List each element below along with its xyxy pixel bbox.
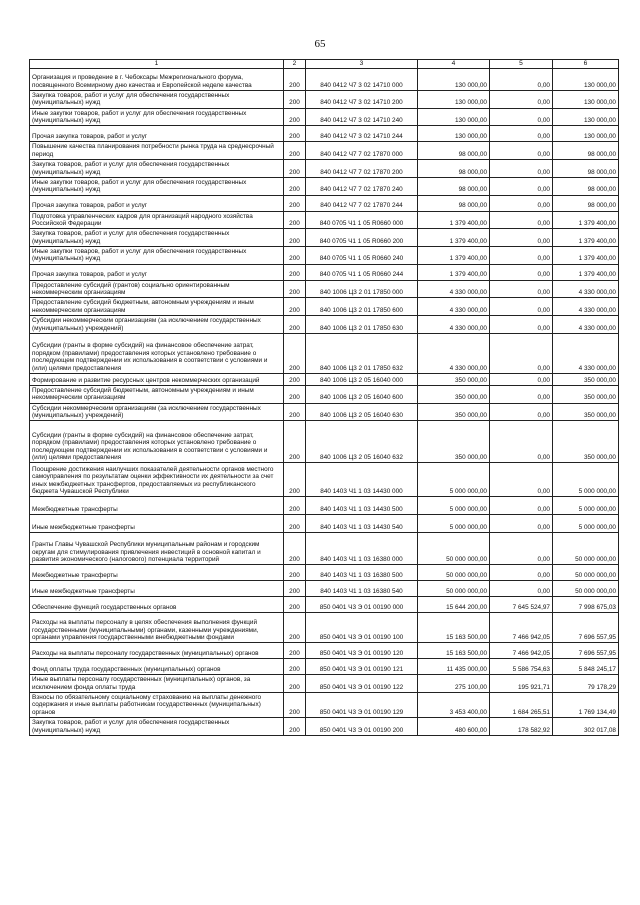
table-row [30,316,619,334]
planned-amount-cell: 480 600,00 [418,718,490,736]
balance-amount-cell: 1 379 400,00 [553,247,619,265]
budget-code-cell: 840 1403 Ч1 1 03 14430 000 [306,463,418,497]
table-row [30,373,619,385]
column-header: 4 [418,60,490,69]
budget-code-cell: 850 0401 Ч3 Э 01 00190 120 [306,643,418,659]
balance-amount-cell: 98 000,00 [553,195,619,211]
budget-code-cell: 840 0412 Ч7 3 02 14710 000 [306,69,418,91]
balance-amount-cell: 130 000,00 [553,108,619,126]
planned-amount-cell: 1 379 400,00 [418,264,490,280]
table-row [30,142,619,160]
planned-amount-cell: 5 000 000,00 [418,515,490,533]
budget-code-cell: 840 1403 Ч1 1 03 14430 500 [306,497,418,515]
planned-amount-cell: 350 000,00 [418,385,490,403]
column2-cell: 200 [284,298,306,316]
column2-cell: 200 [284,160,306,178]
balance-amount-cell: 130 000,00 [553,69,619,91]
balance-amount-cell: 350 000,00 [553,421,619,463]
executed-amount-cell: 0,00 [490,108,553,126]
budget-code-cell: 850 0401 Ч3 Э 01 00190 000 [306,597,418,613]
balance-amount-cell: 4 330 000,00 [553,298,619,316]
executed-amount-cell: 1 684 265,51 [490,693,553,718]
planned-amount-cell: 130 000,00 [418,126,490,142]
budget-code-cell: 840 0412 Ч7 7 02 17870 240 [306,177,418,195]
column-header: 6 [553,60,619,69]
executed-amount-cell: 195 921,71 [490,675,553,693]
column2-cell: 200 [284,613,306,643]
column2-cell: 200 [284,373,306,385]
executed-amount-cell: 0,00 [490,373,553,385]
column2-cell: 200 [284,533,306,565]
executed-amount-cell: 7 645 524,97 [490,597,553,613]
executed-amount-cell: 0,00 [490,463,553,497]
column2-cell: 200 [284,385,306,403]
budget-code-cell: 840 0412 Ч7 7 02 17870 200 [306,160,418,178]
column2-cell: 200 [284,316,306,334]
table-row [30,91,619,109]
balance-amount-cell: 50 000 000,00 [553,533,619,565]
table-row [30,195,619,211]
table-row [30,421,619,463]
column-header: 2 [284,60,306,69]
column2-cell: 200 [284,247,306,265]
executed-amount-cell: 0,00 [490,91,553,109]
budget-code-cell: 840 1006 Ц3 2 05 16040 632 [306,421,418,463]
planned-amount-cell: 130 000,00 [418,108,490,126]
row-name-cell: Межбюджетные трансферты [30,565,284,581]
planned-amount-cell: 98 000,00 [418,160,490,178]
column2-cell: 200 [284,142,306,160]
column2-cell: 200 [284,229,306,247]
column2-cell: 200 [284,333,306,373]
row-name-cell: Иные закупки товаров, работ и услуг для обеспечения государственных (муниципальных) нужд [30,177,284,195]
row-name-cell: Субсидии некоммерческим организациям (за исключением государственных (муниципальных) учреждений) [30,316,284,334]
planned-amount-cell: 5 000 000,00 [418,497,490,515]
table-row [30,211,619,229]
planned-amount-cell: 1 379 400,00 [418,247,490,265]
executed-amount-cell: 0,00 [490,69,553,91]
budget-code-cell: 840 0705 Ч1 1 05 R0660 200 [306,229,418,247]
executed-amount-cell: 0,00 [490,497,553,515]
row-name-cell: Прочая закупка товаров, работ и услуг [30,264,284,280]
column2-cell: 200 [284,718,306,736]
row-name-cell: Закупка товаров, работ и услуг для обеспечения государственных (муниципальных) нужд [30,229,284,247]
executed-amount-cell: 0,00 [490,403,553,421]
table-row [30,160,619,178]
executed-amount-cell: 0,00 [490,264,553,280]
balance-amount-cell: 7 696 557,95 [553,613,619,643]
table-row [30,177,619,195]
balance-amount-cell: 79 178,29 [553,675,619,693]
table-row [30,659,619,675]
budget-code-cell: 850 0401 Ч3 Э 01 00190 121 [306,659,418,675]
planned-amount-cell: 350 000,00 [418,403,490,421]
column2-cell: 200 [284,264,306,280]
table-row [30,565,619,581]
balance-amount-cell: 1 379 400,00 [553,229,619,247]
column2-cell: 200 [284,403,306,421]
executed-amount-cell: 0,00 [490,533,553,565]
row-name-cell: Субсидии некоммерческим организациям (за исключением государственных (муниципальных) учреждений) [30,403,284,421]
row-name-cell: Формирование и развитие ресурсных центров некоммерческих организаций [30,373,284,385]
balance-amount-cell: 4 330 000,00 [553,280,619,298]
column2-cell: 200 [284,515,306,533]
balance-amount-cell: 7 998 675,03 [553,597,619,613]
balance-amount-cell: 98 000,00 [553,142,619,160]
budget-code-cell: 840 0412 Ч7 7 02 17870 244 [306,195,418,211]
balance-amount-cell: 5 000 000,00 [553,463,619,497]
row-name-cell: Подготовка управленческих кадров для организаций народного хозяйства Российской Федерации [30,211,284,229]
column2-cell: 200 [284,177,306,195]
row-name-cell: Предоставление субсидий бюджетным, автономным учреждениям и иным некоммерческим организациям [30,298,284,316]
column-header: 1 [30,60,284,69]
budget-code-cell: 850 0401 Ч3 Э 01 00190 122 [306,675,418,693]
budget-code-cell: 840 1403 Ч1 1 03 16380 000 [306,533,418,565]
column2-cell: 200 [284,280,306,298]
budget-code-cell: 840 1006 Ц3 2 05 16040 000 [306,373,418,385]
row-name-cell: Иные закупки товаров, работ и услуг для обеспечения государственных (муниципальных) нужд [30,247,284,265]
row-name-cell: Расходы на выплаты персоналу государственных (муниципальных) органов [30,643,284,659]
budget-code-cell: 840 0412 Ч7 3 02 14710 200 [306,91,418,109]
budget-code-cell: 840 1006 Ц3 2 01 17850 600 [306,298,418,316]
planned-amount-cell: 15 644 200,00 [418,597,490,613]
executed-amount-cell: 0,00 [490,581,553,597]
budget-code-cell: 840 1403 Ч1 1 03 14430 540 [306,515,418,533]
balance-amount-cell: 1 769 134,49 [553,693,619,718]
table-row [30,643,619,659]
row-name-cell: Иные межбюджетные трансферты [30,515,284,533]
balance-amount-cell: 50 000 000,00 [553,565,619,581]
balance-amount-cell: 302 017,08 [553,718,619,736]
planned-amount-cell: 130 000,00 [418,69,490,91]
planned-amount-cell: 98 000,00 [418,177,490,195]
budget-code-cell: 840 1006 Ц3 2 01 17850 632 [306,333,418,373]
balance-amount-cell: 5 848 245,17 [553,659,619,675]
budget-table [29,59,619,736]
row-name-cell: Поощрение достижения наилучших показателей деятельности органов местного самоуправления по результатам оценки эффективности их деятельности за счет иных межбюджетных трансфертов, предоставляемых из республиканского бюджета Чувашской Республики [30,463,284,497]
table-row [30,613,619,643]
row-name-cell: Иные закупки товаров, работ и услуг для обеспечения государственных (муниципальных) нужд [30,108,284,126]
planned-amount-cell: 4 330 000,00 [418,333,490,373]
planned-amount-cell: 350 000,00 [418,421,490,463]
row-name-cell: Гранты Главы Чувашской Республики муниципальным районам и городским округам для стимулирования привлечения инвестиций в основной капитал и развития экономического (налогового) потенциала территорий [30,533,284,565]
column2-cell: 200 [284,211,306,229]
balance-amount-cell: 130 000,00 [553,126,619,142]
planned-amount-cell: 275 100,00 [418,675,490,693]
planned-amount-cell: 15 163 500,00 [418,643,490,659]
row-name-cell: Взносы по обязательному социальному страхованию на выплаты денежного содержания и иные выплаты работникам государственных (муниципальных) органов [30,693,284,718]
planned-amount-cell: 50 000 000,00 [418,581,490,597]
table-row [30,280,619,298]
row-name-cell: Закупка товаров, работ и услуг для обеспечения государственных (муниципальных) нужд [30,160,284,178]
executed-amount-cell: 0,00 [490,229,553,247]
planned-amount-cell: 50 000 000,00 [418,565,490,581]
table-row [30,463,619,497]
balance-amount-cell: 350 000,00 [553,403,619,421]
executed-amount-cell: 0,00 [490,333,553,373]
row-name-cell: Предоставление субсидий бюджетным, автономным учреждениям и иным некоммерческим организациям [30,385,284,403]
table-row [30,675,619,693]
column2-cell: 200 [284,463,306,497]
table-row [30,497,619,515]
balance-amount-cell: 130 000,00 [553,91,619,109]
balance-amount-cell: 1 379 400,00 [553,264,619,280]
executed-amount-cell: 0,00 [490,280,553,298]
balance-amount-cell: 98 000,00 [553,177,619,195]
table-row [30,229,619,247]
executed-amount-cell: 0,00 [490,195,553,211]
budget-code-cell: 840 1006 Ц3 2 05 16040 630 [306,403,418,421]
row-name-cell: Организация и проведение в г. Чебоксары Межрегионального форума, посвященного Всемирному дню качества и Европейской неделе качества [30,69,284,91]
row-name-cell: Закупка товаров, работ и услуг для обеспечения государственных (муниципальных) нужд [30,718,284,736]
budget-code-cell: 840 1403 Ч1 1 03 16380 540 [306,581,418,597]
column2-cell: 200 [284,421,306,463]
executed-amount-cell: 0,00 [490,160,553,178]
column-header: 5 [490,60,553,69]
table-row [30,126,619,142]
budget-code-cell: 840 0705 Ч1 1 05 R0660 000 [306,211,418,229]
column2-cell: 200 [284,675,306,693]
budget-code-cell: 850 0401 Ч3 Э 01 00190 129 [306,693,418,718]
budget-code-cell: 840 1006 Ц3 2 01 17850 000 [306,280,418,298]
table-row [30,581,619,597]
executed-amount-cell: 7 466 942,05 [490,643,553,659]
budget-code-cell: 840 1006 Ц3 2 05 16040 600 [306,385,418,403]
planned-amount-cell: 4 330 000,00 [418,316,490,334]
column2-cell: 200 [284,497,306,515]
table-row [30,515,619,533]
budget-code-cell: 840 0412 Ч7 7 02 17870 000 [306,142,418,160]
executed-amount-cell: 0,00 [490,421,553,463]
table-row [30,597,619,613]
planned-amount-cell: 15 163 500,00 [418,613,490,643]
balance-amount-cell: 350 000,00 [553,373,619,385]
balance-amount-cell: 98 000,00 [553,160,619,178]
executed-amount-cell: 0,00 [490,177,553,195]
planned-amount-cell: 1 379 400,00 [418,211,490,229]
column-header: 3 [306,60,418,69]
executed-amount-cell: 0,00 [490,385,553,403]
column2-cell: 200 [284,643,306,659]
page-number: 65 [314,38,326,50]
budget-code-cell: 840 1006 Ц3 2 01 17850 630 [306,316,418,334]
column2-cell: 200 [284,565,306,581]
table-row [30,264,619,280]
table-row [30,69,619,91]
row-name-cell: Иные выплаты персоналу государственных (муниципальных) органов, за исключением фонда оплаты труда [30,675,284,693]
column2-cell: 200 [284,659,306,675]
row-name-cell: Расходы на выплаты персоналу в целях обеспечения выполнения функций государственными (муниципальными) органами, казенными учреждениями, органами управления государственными внебюджетными фондами [30,613,284,643]
table-row [30,385,619,403]
row-name-cell: Фонд оплаты труда государственных (муниципальных) органов [30,659,284,675]
column2-cell: 200 [284,91,306,109]
planned-amount-cell: 350 000,00 [418,373,490,385]
table-row [30,533,619,565]
table-row [30,108,619,126]
row-name-cell: Предоставление субсидий (грантов) социально ориентированным некоммерческим организациям [30,280,284,298]
column2-cell: 200 [284,126,306,142]
planned-amount-cell: 130 000,00 [418,91,490,109]
budget-code-cell: 840 0412 Ч7 3 02 14710 244 [306,126,418,142]
executed-amount-cell: 0,00 [490,316,553,334]
budget-code-cell: 850 0401 Ч3 Э 01 00190 200 [306,718,418,736]
column2-cell: 200 [284,693,306,718]
budget-code-cell: 840 0705 Ч1 1 05 R0660 240 [306,247,418,265]
planned-amount-cell: 98 000,00 [418,142,490,160]
column2-cell: 200 [284,597,306,613]
executed-amount-cell: 178 582,92 [490,718,553,736]
row-name-cell: Субсидии (гранты в форме субсидий) на финансовое обеспечение затрат, порядком (правилами) предоставления которых установлено требование о последующем подтверждении их использования в соответствии с условиями и (или) целями предоставления [30,421,284,463]
column2-cell: 200 [284,69,306,91]
planned-amount-cell: 3 453 400,00 [418,693,490,718]
planned-amount-cell: 1 379 400,00 [418,229,490,247]
header-row [30,60,619,69]
row-name-cell: Обеспечение функций государственных органов [30,597,284,613]
row-name-cell: Повышение качества планирования потребности рынка труда на среднесрочный период [30,142,284,160]
executed-amount-cell: 0,00 [490,565,553,581]
executed-amount-cell: 0,00 [490,298,553,316]
executed-amount-cell: 0,00 [490,247,553,265]
table-row [30,693,619,718]
planned-amount-cell: 5 000 000,00 [418,463,490,497]
column2-cell: 200 [284,581,306,597]
executed-amount-cell: 0,00 [490,142,553,160]
planned-amount-cell: 98 000,00 [418,195,490,211]
balance-amount-cell: 50 000 000,00 [553,581,619,597]
column2-cell: 200 [284,108,306,126]
planned-amount-cell: 4 330 000,00 [418,298,490,316]
planned-amount-cell: 50 000 000,00 [418,533,490,565]
table-row [30,333,619,373]
balance-amount-cell: 350 000,00 [553,385,619,403]
row-name-cell: Иные межбюджетные трансферты [30,581,284,597]
row-name-cell: Прочая закупка товаров, работ и услуг [30,126,284,142]
executed-amount-cell: 0,00 [490,515,553,533]
balance-amount-cell: 1 379 400,00 [553,211,619,229]
budget-code-cell: 840 0412 Ч7 3 02 14710 240 [306,108,418,126]
column2-cell: 200 [284,195,306,211]
balance-amount-cell: 4 330 000,00 [553,316,619,334]
table-row [30,403,619,421]
balance-amount-cell: 4 330 000,00 [553,333,619,373]
budget-code-cell: 840 0705 Ч1 1 05 R0660 244 [306,264,418,280]
executed-amount-cell: 7 466 942,05 [490,613,553,643]
table-row [30,298,619,316]
budget-code-cell: 840 1403 Ч1 1 03 16380 500 [306,565,418,581]
row-name-cell: Субсидии (гранты в форме субсидий) на финансовое обеспечение затрат, порядком (правилами) предоставления которых установлено требование о последующем подтверждении их использования в соответствии с условиями и (или) целями предоставления [30,333,284,373]
row-name-cell: Закупка товаров, работ и услуг для обеспечения государственных (муниципальных) нужд [30,91,284,109]
balance-amount-cell: 7 696 557,95 [553,643,619,659]
balance-amount-cell: 5 000 000,00 [553,515,619,533]
table-row [30,718,619,736]
row-name-cell: Прочая закупка товаров, работ и услуг [30,195,284,211]
planned-amount-cell: 4 330 000,00 [418,280,490,298]
planned-amount-cell: 11 435 000,00 [418,659,490,675]
executed-amount-cell: 0,00 [490,211,553,229]
executed-amount-cell: 5 586 754,63 [490,659,553,675]
balance-amount-cell: 5 000 000,00 [553,497,619,515]
table-row [30,247,619,265]
row-name-cell: Межбюджетные трансферты [30,497,284,515]
budget-code-cell: 850 0401 Ч3 Э 01 00190 100 [306,613,418,643]
executed-amount-cell: 0,00 [490,126,553,142]
